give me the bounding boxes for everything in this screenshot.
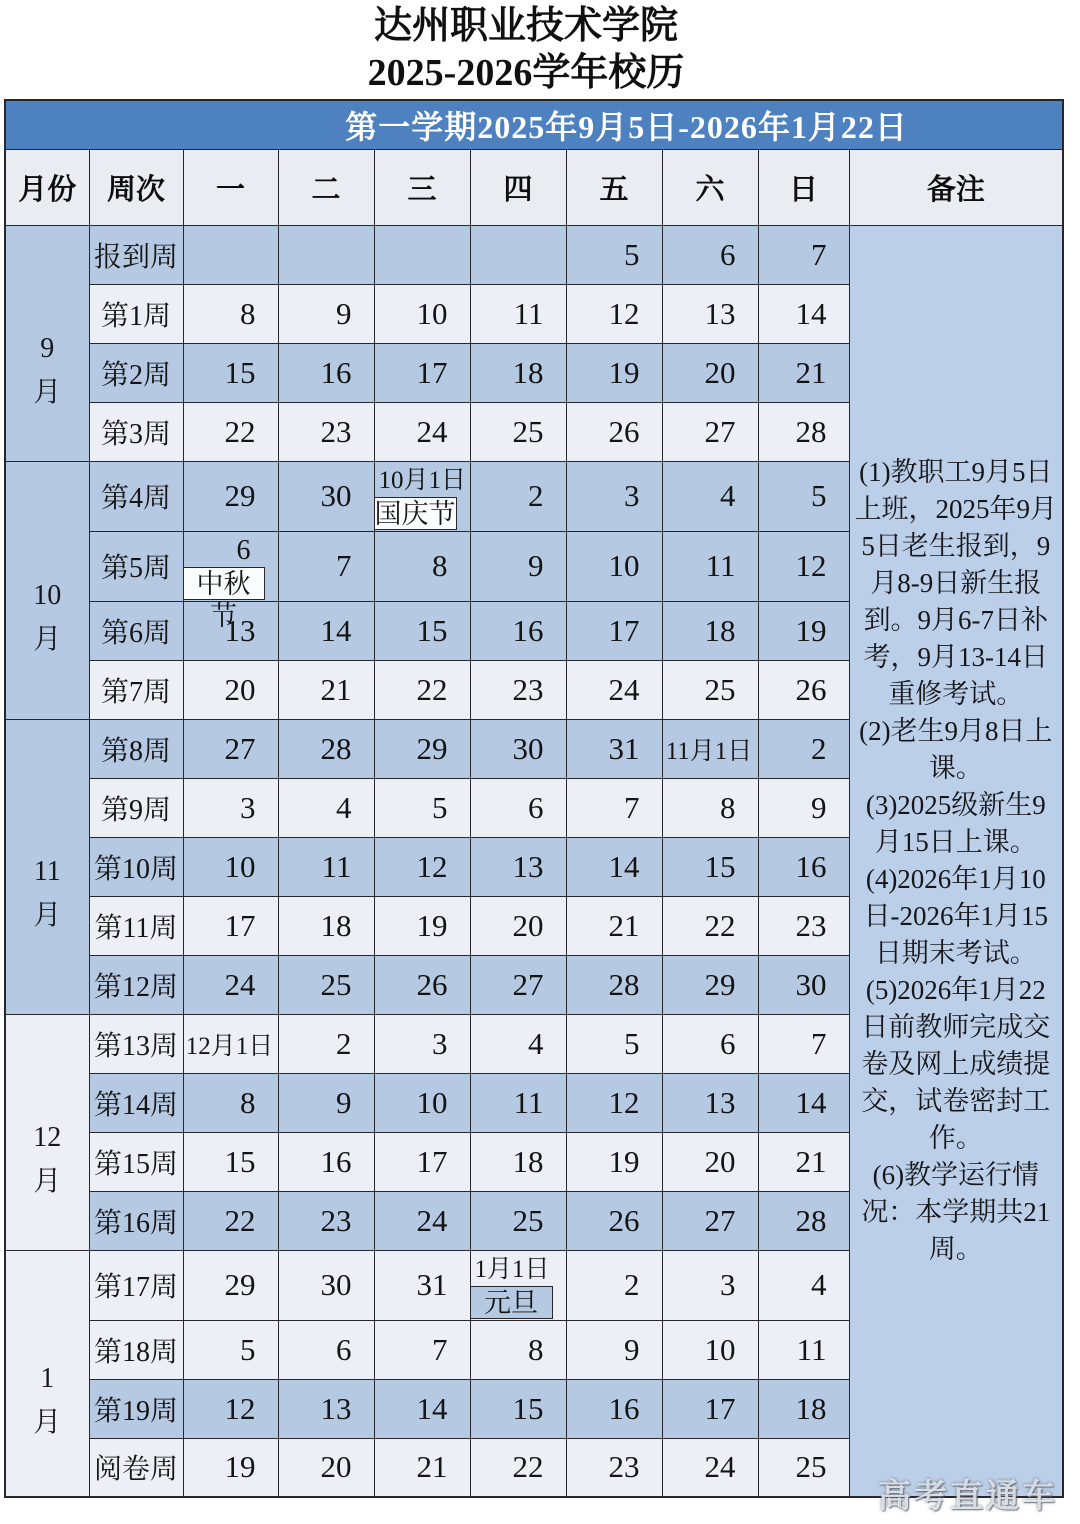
week-label: 第4周 bbox=[89, 461, 183, 531]
day-cell: 20 bbox=[278, 1438, 374, 1497]
day-cell: 11月1日 bbox=[662, 719, 758, 778]
day-cell: 16 bbox=[278, 343, 374, 402]
day-cell: 26 bbox=[566, 402, 662, 461]
remark-item: (3)2025级新生9月15日上课。 bbox=[865, 789, 1046, 857]
day-cell bbox=[374, 225, 470, 284]
holiday-name: 中秋节 bbox=[184, 567, 265, 600]
day-cell: 5 bbox=[566, 1014, 662, 1073]
day-cell: 22 bbox=[374, 660, 470, 719]
day-cell: 10 bbox=[374, 284, 470, 343]
day-cell: 26 bbox=[566, 1191, 662, 1250]
day-cell: 19 bbox=[374, 896, 470, 955]
semester-header: 第一学期2025年9月5日-2026年1月22日 bbox=[5, 100, 1063, 149]
month-label-line: 月 bbox=[33, 623, 62, 655]
day-cell: 5 bbox=[374, 778, 470, 837]
month-label-line: 10 bbox=[33, 579, 62, 611]
col-header-remarks: 备注 bbox=[849, 149, 1063, 225]
week-label: 阅卷周 bbox=[89, 1438, 183, 1497]
day-cell: 31 bbox=[374, 1250, 470, 1320]
month-label-line: 1 bbox=[40, 1362, 55, 1394]
month-label-line: 11 bbox=[33, 856, 61, 887]
day-cell: 23 bbox=[566, 1438, 662, 1497]
week-label: 第18周 bbox=[89, 1320, 183, 1379]
week-label: 第13周 bbox=[89, 1014, 183, 1073]
day-cell: 11 bbox=[662, 531, 758, 601]
day-cell: 12 bbox=[758, 531, 849, 601]
day-cell: 15 bbox=[183, 1132, 278, 1191]
day-cell: 28 bbox=[566, 955, 662, 1014]
day-cell: 22 bbox=[662, 896, 758, 955]
day-cell: 6 bbox=[278, 1320, 374, 1379]
holiday-date: 6 bbox=[236, 534, 251, 566]
day-cell: 3 bbox=[662, 1250, 758, 1320]
remark-item: (2)老生9月8日上课。 bbox=[859, 715, 1053, 783]
day-cell: 9 bbox=[566, 1320, 662, 1379]
day-cell: 21 bbox=[374, 1438, 470, 1497]
day-cell: 15 bbox=[470, 1379, 566, 1438]
day-cell: 10 bbox=[183, 837, 278, 896]
day-cell: 30 bbox=[758, 955, 849, 1014]
day-cell: 20 bbox=[183, 660, 278, 719]
week-label: 第3周 bbox=[89, 402, 183, 461]
week-label: 第8周 bbox=[89, 719, 183, 778]
day-cell: 29 bbox=[183, 1250, 278, 1320]
holiday-date: 10月1日 bbox=[378, 466, 467, 494]
month-label-line: 月 bbox=[33, 1165, 62, 1197]
day-cell: 22 bbox=[470, 1438, 566, 1497]
calendar-table bbox=[4, 99, 1064, 1498]
day-cell: 2 bbox=[758, 719, 849, 778]
week-label: 第16周 bbox=[89, 1191, 183, 1250]
holiday-name: 元旦 bbox=[471, 1286, 553, 1319]
day-cell: 25 bbox=[470, 1191, 566, 1250]
day-cell: 28 bbox=[758, 402, 849, 461]
day-cell: 9 bbox=[278, 1073, 374, 1132]
week-label: 第2周 bbox=[89, 343, 183, 402]
day-cell: 30 bbox=[278, 461, 374, 531]
day-cell: 13 bbox=[470, 837, 566, 896]
day-cell: 25 bbox=[662, 660, 758, 719]
day-cell: 5 bbox=[183, 1320, 278, 1379]
day-cell: 23 bbox=[758, 896, 849, 955]
day-cell: 24 bbox=[374, 1191, 470, 1250]
title-block bbox=[4, 3, 1048, 97]
day-cell: 24 bbox=[374, 402, 470, 461]
week-label: 第15周 bbox=[89, 1132, 183, 1191]
day-cell: 18 bbox=[470, 1132, 566, 1191]
day-cell: 16 bbox=[470, 601, 566, 660]
day-cell: 7 bbox=[566, 778, 662, 837]
remarks-cell bbox=[849, 225, 1063, 1497]
watermark: 高考直通车 bbox=[878, 1479, 1058, 1515]
day-cell: 11 bbox=[758, 1320, 849, 1379]
day-cell bbox=[278, 225, 374, 284]
day-cell: 8 bbox=[183, 1073, 278, 1132]
day-cell: 24 bbox=[183, 955, 278, 1014]
day-cell: 25 bbox=[278, 955, 374, 1014]
week-label: 第1周 bbox=[89, 284, 183, 343]
col-header-day-3: 三 bbox=[374, 149, 470, 225]
day-cell: 9 bbox=[278, 284, 374, 343]
day-cell: 12 bbox=[566, 1073, 662, 1132]
holiday-cell bbox=[374, 461, 470, 531]
day-cell: 8 bbox=[470, 1320, 566, 1379]
day-cell: 7 bbox=[758, 225, 849, 284]
col-header-week: 周次 bbox=[89, 149, 183, 225]
day-cell: 4 bbox=[758, 1250, 849, 1320]
day-cell: 22 bbox=[183, 402, 278, 461]
week-label: 第6周 bbox=[89, 601, 183, 660]
holiday-name: 国庆节 bbox=[374, 498, 456, 529]
day-cell: 6 bbox=[470, 778, 566, 837]
remark-item: (4)2026年1月10日-2026年1月15日期末考试。 bbox=[863, 863, 1049, 968]
day-cell: 29 bbox=[374, 719, 470, 778]
holiday-cell bbox=[470, 1250, 566, 1320]
day-cell: 7 bbox=[374, 1320, 470, 1379]
day-cell bbox=[470, 225, 566, 284]
day-cell: 17 bbox=[566, 601, 662, 660]
day-cell: 29 bbox=[183, 461, 278, 531]
day-cell: 25 bbox=[758, 1438, 849, 1497]
day-cell: 3 bbox=[374, 1014, 470, 1073]
day-cell: 11 bbox=[470, 1073, 566, 1132]
week-label: 第12周 bbox=[89, 955, 183, 1014]
day-cell: 20 bbox=[662, 343, 758, 402]
day-cell: 20 bbox=[662, 1132, 758, 1191]
day-cell: 13 bbox=[183, 601, 278, 660]
month-label-line: 月 bbox=[33, 1406, 62, 1438]
col-header-day-2: 二 bbox=[278, 149, 374, 225]
calendar-year-title: 2025-2026学年校历 bbox=[367, 52, 685, 94]
day-cell: 31 bbox=[566, 719, 662, 778]
day-cell: 21 bbox=[566, 896, 662, 955]
day-cell: 30 bbox=[470, 719, 566, 778]
day-cell: 27 bbox=[470, 955, 566, 1014]
day-cell: 19 bbox=[183, 1438, 278, 1497]
month-label-line: 12 bbox=[33, 1121, 62, 1153]
col-header-day-1: 一 bbox=[183, 149, 278, 225]
week-label: 第11周 bbox=[89, 896, 183, 955]
day-cell: 5 bbox=[758, 461, 849, 531]
day-cell: 5 bbox=[566, 225, 662, 284]
col-header-day-4: 四 bbox=[470, 149, 566, 225]
day-cell: 19 bbox=[566, 343, 662, 402]
day-cell: 8 bbox=[183, 284, 278, 343]
day-cell: 14 bbox=[374, 1379, 470, 1438]
day-cell: 6 bbox=[662, 225, 758, 284]
month-label-line: 月 bbox=[33, 376, 62, 408]
day-cell: 21 bbox=[758, 1132, 849, 1191]
month-cell bbox=[5, 225, 89, 461]
week-row bbox=[5, 225, 1063, 284]
remark-item: (6)教学运行情况：本学期共21周。 bbox=[861, 1159, 1051, 1264]
day-cell: 11 bbox=[470, 284, 566, 343]
day-cell: 21 bbox=[278, 660, 374, 719]
day-cell: 4 bbox=[662, 461, 758, 531]
day-cell: 18 bbox=[470, 343, 566, 402]
remark-item: (5)2026年1月22日前教师完成交卷及网上成绩提交，试卷密封工作。 bbox=[861, 974, 1051, 1153]
day-cell: 12 bbox=[183, 1379, 278, 1438]
day-cell: 7 bbox=[758, 1014, 849, 1073]
week-label: 第19周 bbox=[89, 1379, 183, 1438]
week-label: 第7周 bbox=[89, 660, 183, 719]
day-cell: 8 bbox=[374, 531, 470, 601]
day-cell: 23 bbox=[278, 1191, 374, 1250]
day-cell: 23 bbox=[278, 402, 374, 461]
day-cell: 27 bbox=[662, 1191, 758, 1250]
calendar-body bbox=[5, 225, 1063, 1497]
day-cell: 27 bbox=[183, 719, 278, 778]
day-cell: 18 bbox=[662, 601, 758, 660]
column-header-row bbox=[5, 149, 1063, 225]
month-label-line: 月 bbox=[33, 900, 62, 931]
day-cell: 9 bbox=[470, 531, 566, 601]
school-name: 达州职业技术学院 bbox=[373, 5, 678, 47]
day-cell bbox=[183, 225, 278, 284]
day-cell: 18 bbox=[278, 896, 374, 955]
day-cell: 15 bbox=[662, 837, 758, 896]
week-label: 第10周 bbox=[89, 837, 183, 896]
day-cell: 16 bbox=[758, 837, 849, 896]
month-cell bbox=[5, 461, 89, 719]
day-cell: 8 bbox=[662, 778, 758, 837]
day-cell: 27 bbox=[662, 402, 758, 461]
day-cell: 17 bbox=[374, 1132, 470, 1191]
remark-item: (1)教职工9月5日上班，2025年9月5日老生报到，9月8-9日新生报到。9月6-7日补考，9月13-14日重修考试。 bbox=[854, 456, 1058, 709]
week-label: 第5周 bbox=[89, 531, 183, 601]
day-cell: 19 bbox=[566, 1132, 662, 1191]
day-cell: 4 bbox=[278, 778, 374, 837]
day-cell: 17 bbox=[662, 1379, 758, 1438]
day-cell: 13 bbox=[662, 1073, 758, 1132]
day-cell: 14 bbox=[278, 601, 374, 660]
day-cell: 10 bbox=[566, 531, 662, 601]
day-cell: 14 bbox=[758, 1073, 849, 1132]
day-cell: 24 bbox=[566, 660, 662, 719]
semester-header-row bbox=[5, 100, 1063, 149]
col-header-day-6: 六 bbox=[662, 149, 758, 225]
day-cell: 16 bbox=[566, 1379, 662, 1438]
day-cell: 26 bbox=[374, 955, 470, 1014]
week-label: 报到周 bbox=[89, 225, 183, 284]
day-cell: 12月1日 bbox=[183, 1014, 278, 1073]
day-cell: 24 bbox=[662, 1438, 758, 1497]
day-cell: 28 bbox=[758, 1191, 849, 1250]
day-cell: 26 bbox=[758, 660, 849, 719]
day-cell: 2 bbox=[278, 1014, 374, 1073]
day-cell: 4 bbox=[470, 1014, 566, 1073]
day-cell: 3 bbox=[183, 778, 278, 837]
day-cell: 13 bbox=[662, 284, 758, 343]
month-label-line: 9 bbox=[40, 332, 55, 364]
day-cell: 14 bbox=[758, 284, 849, 343]
day-cell: 21 bbox=[758, 343, 849, 402]
day-cell: 19 bbox=[758, 601, 849, 660]
day-cell: 11 bbox=[278, 837, 374, 896]
day-cell: 2 bbox=[566, 1250, 662, 1320]
day-cell: 16 bbox=[278, 1132, 374, 1191]
month-cell bbox=[5, 1014, 89, 1250]
day-cell: 18 bbox=[758, 1379, 849, 1438]
holiday-date: 1月1日 bbox=[474, 1255, 550, 1283]
month-cell bbox=[5, 719, 89, 1014]
col-header-month: 月份 bbox=[5, 149, 89, 225]
day-cell: 17 bbox=[183, 896, 278, 955]
day-cell: 15 bbox=[374, 601, 470, 660]
day-cell: 22 bbox=[183, 1191, 278, 1250]
day-cell: 6 bbox=[662, 1014, 758, 1073]
week-label: 第17周 bbox=[89, 1250, 183, 1320]
day-cell: 23 bbox=[470, 660, 566, 719]
day-cell: 10 bbox=[662, 1320, 758, 1379]
day-cell: 12 bbox=[374, 837, 470, 896]
day-cell: 15 bbox=[183, 343, 278, 402]
day-cell: 13 bbox=[278, 1379, 374, 1438]
week-label: 第9周 bbox=[89, 778, 183, 837]
day-cell: 9 bbox=[758, 778, 849, 837]
day-cell: 10 bbox=[374, 1073, 470, 1132]
col-header-day-7: 日 bbox=[758, 149, 849, 225]
day-cell: 30 bbox=[278, 1250, 374, 1320]
day-cell: 12 bbox=[566, 284, 662, 343]
day-cell: 29 bbox=[662, 955, 758, 1014]
day-cell: 28 bbox=[278, 719, 374, 778]
col-header-day-5: 五 bbox=[566, 149, 662, 225]
day-cell: 14 bbox=[566, 837, 662, 896]
day-cell: 25 bbox=[470, 402, 566, 461]
day-cell: 7 bbox=[278, 531, 374, 601]
month-cell bbox=[5, 1250, 89, 1497]
day-cell: 20 bbox=[470, 896, 566, 955]
day-cell: 2 bbox=[470, 461, 566, 531]
day-cell: 3 bbox=[566, 461, 662, 531]
week-label: 第14周 bbox=[89, 1073, 183, 1132]
day-cell: 17 bbox=[374, 343, 470, 402]
